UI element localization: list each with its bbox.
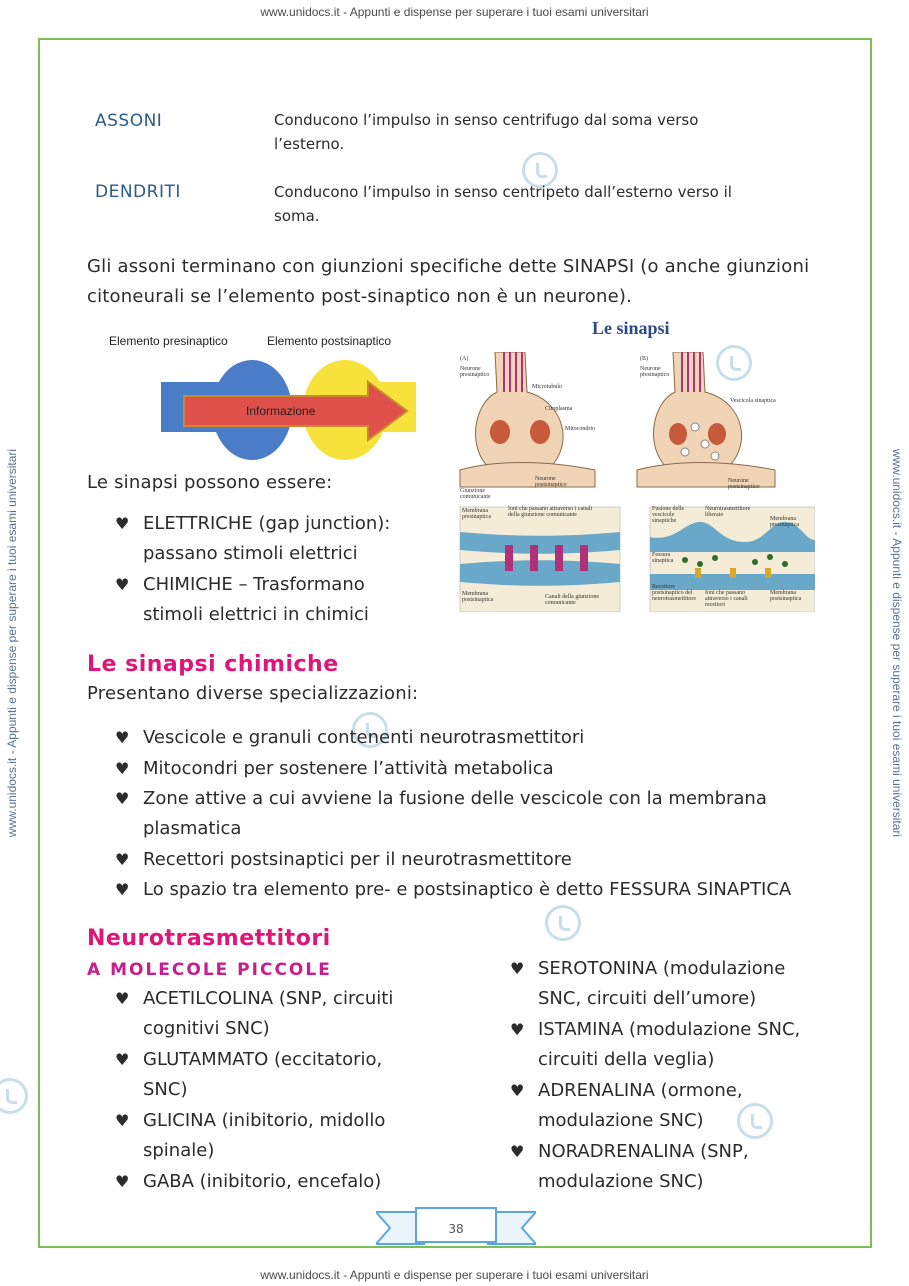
list-item: ♥ CHIMICHE – Trasformano stimoli elettrici in chimici [115, 570, 435, 630]
information-label: Informazione [246, 404, 316, 418]
list-item: ♥ Mitocondri per sostenere l’attività metabolica [115, 754, 815, 784]
synapse-diagram [100, 325, 430, 465]
synapse-types-intro: Le sinapsi possono essere: [87, 472, 333, 493]
heart-bullet-icon: ♥ [115, 514, 130, 533]
list-item: ♥ GLUTAMMATO (eccitatorio, SNC) [115, 1045, 415, 1105]
figure-labels: (A) Neurone presinaptico Microtubulo Citoplasma Mitocondrio Giunzione comunicante Neurone postsinaptico (B) Neurone presinaptico Vescicola sinaptica Neurone postsinaptico Membrana presinaptica Ioni che passano attraverso i canali della giunzione comunicante Membrana postsinaptica Canali della giunzione comunicante Fusione delle vescicole sinaptiche Neurotrasmettitore liberato Membrana presinaptica Fessura sinaptica Recettore postsinaptico del neurotrasmettitore Ioni che passano attraverso i canali recettori Membrana postsinaptica [460, 356, 802, 608]
section-heading-chemical: Le sinapsi chimiche [87, 652, 339, 677]
side-watermark-left: www.unidocs.it - Appunti e dispense per superare i tuoi esami universitari [5, 448, 19, 838]
post-element-label: Elemento postsinaptico [267, 334, 392, 348]
page-number: 38 [448, 1222, 464, 1236]
heart-bullet-icon: ♥ [115, 575, 130, 594]
figure-title: Le sinapsi [592, 318, 670, 338]
heart-bullet-icon: ♥ [115, 1172, 130, 1191]
definition-dendriti: Conducono l’impulso in senso centripeto dall’esterno verso il soma. [274, 183, 732, 225]
list-item: ♥ ACETILCOLINA (SNP, circuiti cognitivi SNC) [115, 984, 415, 1044]
definition-assoni: Conducono l’impulso in senso centrifugo dal soma verso l’esterno. [274, 111, 699, 153]
heart-bullet-icon: ♥ [510, 959, 525, 978]
unidocs-watermark-icon [0, 1078, 28, 1114]
heart-bullet-icon: ♥ [510, 1142, 525, 1161]
heart-bullet-icon: ♥ [510, 1081, 525, 1100]
diagram-graphic [100, 325, 430, 465]
heart-bullet-icon: ♥ [115, 728, 130, 747]
section-heading-neurotransmitters: Neurotrasmettitori [87, 926, 331, 951]
list-item: ♥ ADRENALINA (ormone, modulazione SNC) [510, 1076, 830, 1136]
heart-bullet-icon: ♥ [510, 1020, 525, 1039]
paragraph-synapses: Gli assoni terminano con giunzioni specifiche dette SINAPSI (o anche giunzioni citoneurali se l’elemento post-sinaptico non è un neurone). [87, 256, 810, 307]
heart-bullet-icon: ♥ [115, 1050, 130, 1069]
heart-bullet-icon: ♥ [115, 880, 130, 899]
list-item: ♥ Vescicole e granuli contenenti neurotrasmettitori [115, 723, 815, 753]
list-item: ♥ Lo spazio tra elemento pre- e postsinaptico è detto FESSURA SINAPTICA [115, 875, 835, 905]
list-item: ♥ ELETTRICHE (gap junction): passano stimoli elettrici [115, 509, 435, 569]
list-item: ♥ NORADRENALINA (SNP, modulazione SNC) [510, 1137, 830, 1197]
chemical-intro: Presentano diverse specializzazioni: [87, 683, 419, 704]
heart-bullet-icon: ♥ [115, 850, 130, 869]
list-item: ♥ Recettori postsinaptici per il neurotrasmettitore [115, 845, 815, 875]
subheading-small-molecules: A MOLECOLE PICCOLE [87, 960, 332, 980]
list-item: ♥ ISTAMINA (modulazione SNC, circuiti della veglia) [510, 1015, 830, 1075]
heart-bullet-icon: ♥ [115, 789, 130, 808]
list-item: ♥ SEROTONINA (modulazione SNC, circuiti dell’umore) [510, 954, 830, 1014]
page-footer: www.unidocs.it - Appunti e dispense per superare i tuoi esami universitari [260, 1268, 649, 1282]
pre-element-label: Elemento presinaptico [109, 334, 228, 348]
term-assoni: ASSONI [95, 111, 163, 131]
page-header: www.unidocs.it - Appunti e dispense per superare i tuoi esami universitari [260, 5, 649, 19]
heart-bullet-icon: ♥ [115, 989, 130, 1008]
heart-bullet-icon: ♥ [115, 1111, 130, 1130]
list-item: ♥ GABA (inibitorio, encefalo) [115, 1167, 415, 1197]
list-item: ♥ GLICINA (inibitorio, midollo spinale) [115, 1106, 415, 1166]
heart-bullet-icon: ♥ [115, 759, 130, 778]
term-dendriti: DENDRITI [95, 182, 181, 202]
list-item: ♥ Zone attive a cui avviene la fusione delle vescicole con la membrana plasmatica [115, 784, 815, 844]
side-watermark-right: www.unidocs.it - Appunti e dispense per superare i tuoi esami universitari [890, 448, 904, 838]
